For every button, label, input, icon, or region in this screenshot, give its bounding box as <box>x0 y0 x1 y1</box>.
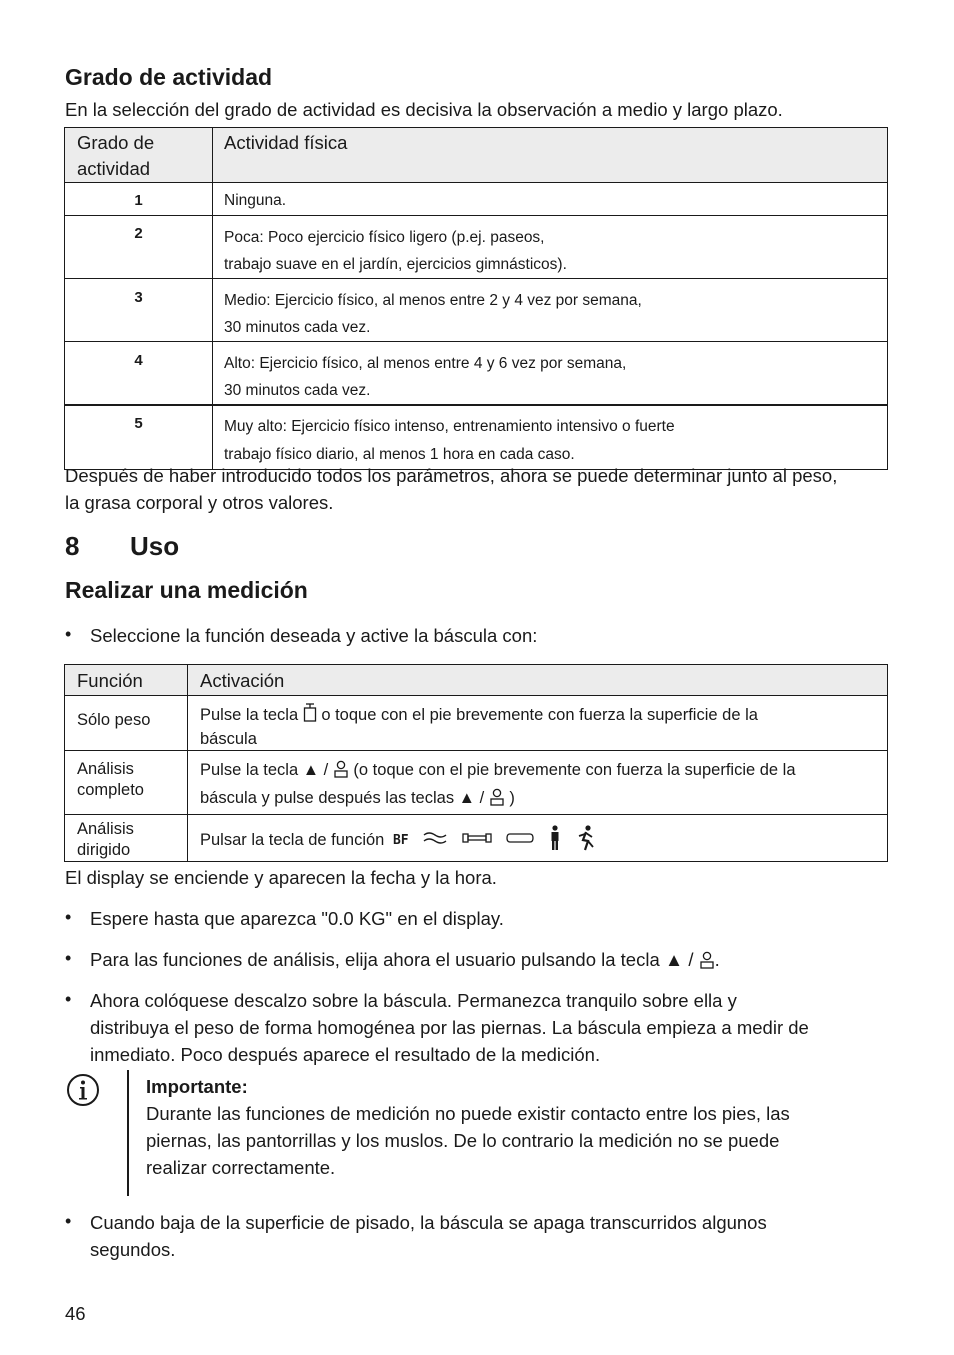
user-icon <box>699 949 715 976</box>
after-params-text <box>65 462 837 516</box>
level-description: Medio: Ejercicio físico, al menos entre 2 y 4 vez por semana, <box>224 292 642 309</box>
info-icon <box>66 1073 100 1112</box>
activation-text: báscula <box>200 730 257 748</box>
activity-table <box>64 127 888 470</box>
note-line: piernas, las pantorrillas y los muslos. De lo contrario la medición no se puede <box>146 1130 780 1151</box>
bullet-select-user <box>90 946 720 976</box>
bullet-stand-on-scale <box>90 987 809 1068</box>
bullet-text: . <box>714 949 720 970</box>
level-number: 2 <box>134 225 143 242</box>
note-divider <box>127 1070 129 1196</box>
level-description: trabajo físico diario, al menos 1 hora en cada caso. <box>224 446 575 463</box>
header-cell-level <box>65 128 213 183</box>
display-info-text: El display se enciende y aparecen la fecha y la hora. <box>65 867 497 888</box>
person-running-icon <box>576 825 596 856</box>
user-icon <box>333 760 349 786</box>
table-row <box>65 342 888 406</box>
table-header-row <box>65 665 888 696</box>
note-body <box>146 1100 790 1181</box>
table-header-row <box>65 128 888 183</box>
note-line: realizar correctamente. <box>146 1157 336 1178</box>
table-row <box>65 815 888 862</box>
header-cell-activity <box>213 128 888 183</box>
level-description: Poca: Poco ejercicio físico ligero (p.ej. paseos, <box>224 229 545 246</box>
function-name: Sólo peso <box>77 711 151 729</box>
level-number: 5 <box>134 415 143 432</box>
activity-intro: En la selección del grado de actividad es decisiva la observación a medio y largo plazo. <box>65 99 783 120</box>
header-level-l2: actividad <box>77 158 151 179</box>
level-description: trabajo suave en el jardín, ejercicios gimnásticos). <box>224 256 567 273</box>
water-key-icon <box>423 831 447 850</box>
level-number: 4 <box>134 352 143 369</box>
bullet-icon: • <box>65 948 72 968</box>
after-params-line: Después de haber introducido todos los parámetros, ahora se puede determinar junto al peso, <box>65 465 838 486</box>
table-row <box>65 279 888 342</box>
function-name: Análisis <box>77 760 134 778</box>
level-description: 30 minutos cada vez. <box>224 382 371 399</box>
level-description: Muy alto: Ejercicio físico intenso, entrenamiento intensivo o fuerte <box>224 418 675 435</box>
bullet-text: Para las funciones de análisis, elija ahora el usuario pulsando la tecla ▲ / <box>90 949 694 970</box>
bullet-line: Cuando baja de la superficie de pisado, la báscula se apaga transcurridos algunos <box>90 1212 767 1233</box>
muscle-key-icon <box>462 831 492 850</box>
subheading-measurement: Realizar una medición <box>65 577 308 603</box>
chapter-title: Uso <box>130 531 180 561</box>
level-number: 3 <box>134 289 143 306</box>
bf-key-icon: BF <box>392 833 409 848</box>
activation-text: Pulse la tecla <box>200 706 299 724</box>
table-row <box>65 405 888 470</box>
bullet-scale-off <box>90 1209 767 1263</box>
table-row <box>65 696 888 751</box>
function-name: Análisis <box>77 820 134 838</box>
section-heading-activity: Grado de actividad <box>65 64 273 90</box>
table-row <box>65 216 888 279</box>
table-row <box>65 751 888 815</box>
bullet-icon: • <box>65 907 72 927</box>
bullet-icon: • <box>65 1211 72 1231</box>
person-standing-icon <box>549 825 561 856</box>
page-number: 46 <box>65 1303 86 1324</box>
function-table <box>64 664 888 862</box>
function-name: dirigido <box>77 841 131 859</box>
after-params-line: la grasa corporal y otros valores. <box>65 492 334 513</box>
activation-text: o toque con el pie brevemente con fuerza la superficie de la <box>321 706 758 724</box>
header-activity-label: Actividad física <box>224 132 348 153</box>
level-description: 30 minutos cada vez. <box>224 319 371 336</box>
bullet-line: Ahora colóquese descalzo sobre la báscula. Permanezca tranquilo sobre ella y <box>90 990 737 1011</box>
table-row <box>65 183 888 216</box>
header-activation-label: Activación <box>200 670 285 691</box>
user-icon <box>489 788 505 814</box>
bullet-line: inmediato. Poco después aparece el resultado de la medición. <box>90 1044 601 1065</box>
header-function-label: Función <box>77 670 143 691</box>
scale-key-icon <box>303 703 317 729</box>
note-line: Durante las funciones de medición no puede existir contacto entre los pies, las <box>146 1103 790 1124</box>
activation-text: ) <box>509 789 515 807</box>
level-description: Ninguna. <box>224 192 287 209</box>
bullet-line: segundos. <box>90 1239 176 1260</box>
bone-key-icon <box>506 831 534 850</box>
function-name: completo <box>77 781 144 799</box>
note-title: Importante: <box>146 1076 248 1097</box>
bullet-icon: • <box>65 989 72 1009</box>
activation-text: báscula y pulse después las teclas ▲ / <box>200 789 485 807</box>
activation-text: (o toque con el pie brevemente con fuerza la superficie de la <box>353 761 796 779</box>
level-description: Alto: Ejercicio físico, al menos entre 4 y 6 vez por semana, <box>224 355 627 372</box>
level-number: 1 <box>134 192 143 209</box>
activation-text: Pulse la tecla ▲ / <box>200 761 329 779</box>
bullet-icon: • <box>65 624 72 644</box>
bullet-wait-display: Espere hasta que aparezca "0.0 KG" en el display. <box>90 908 504 929</box>
header-level-l1: Grado de <box>77 132 155 153</box>
chapter-number: 8 <box>65 531 80 561</box>
activation-text: Pulsar la tecla de función <box>200 831 385 849</box>
bullet-select-function: Seleccione la función deseada y active la báscula con: <box>90 625 538 646</box>
bullet-line: distribuya el peso de forma homogénea por las piernas. La báscula empieza a medir de <box>90 1017 809 1038</box>
